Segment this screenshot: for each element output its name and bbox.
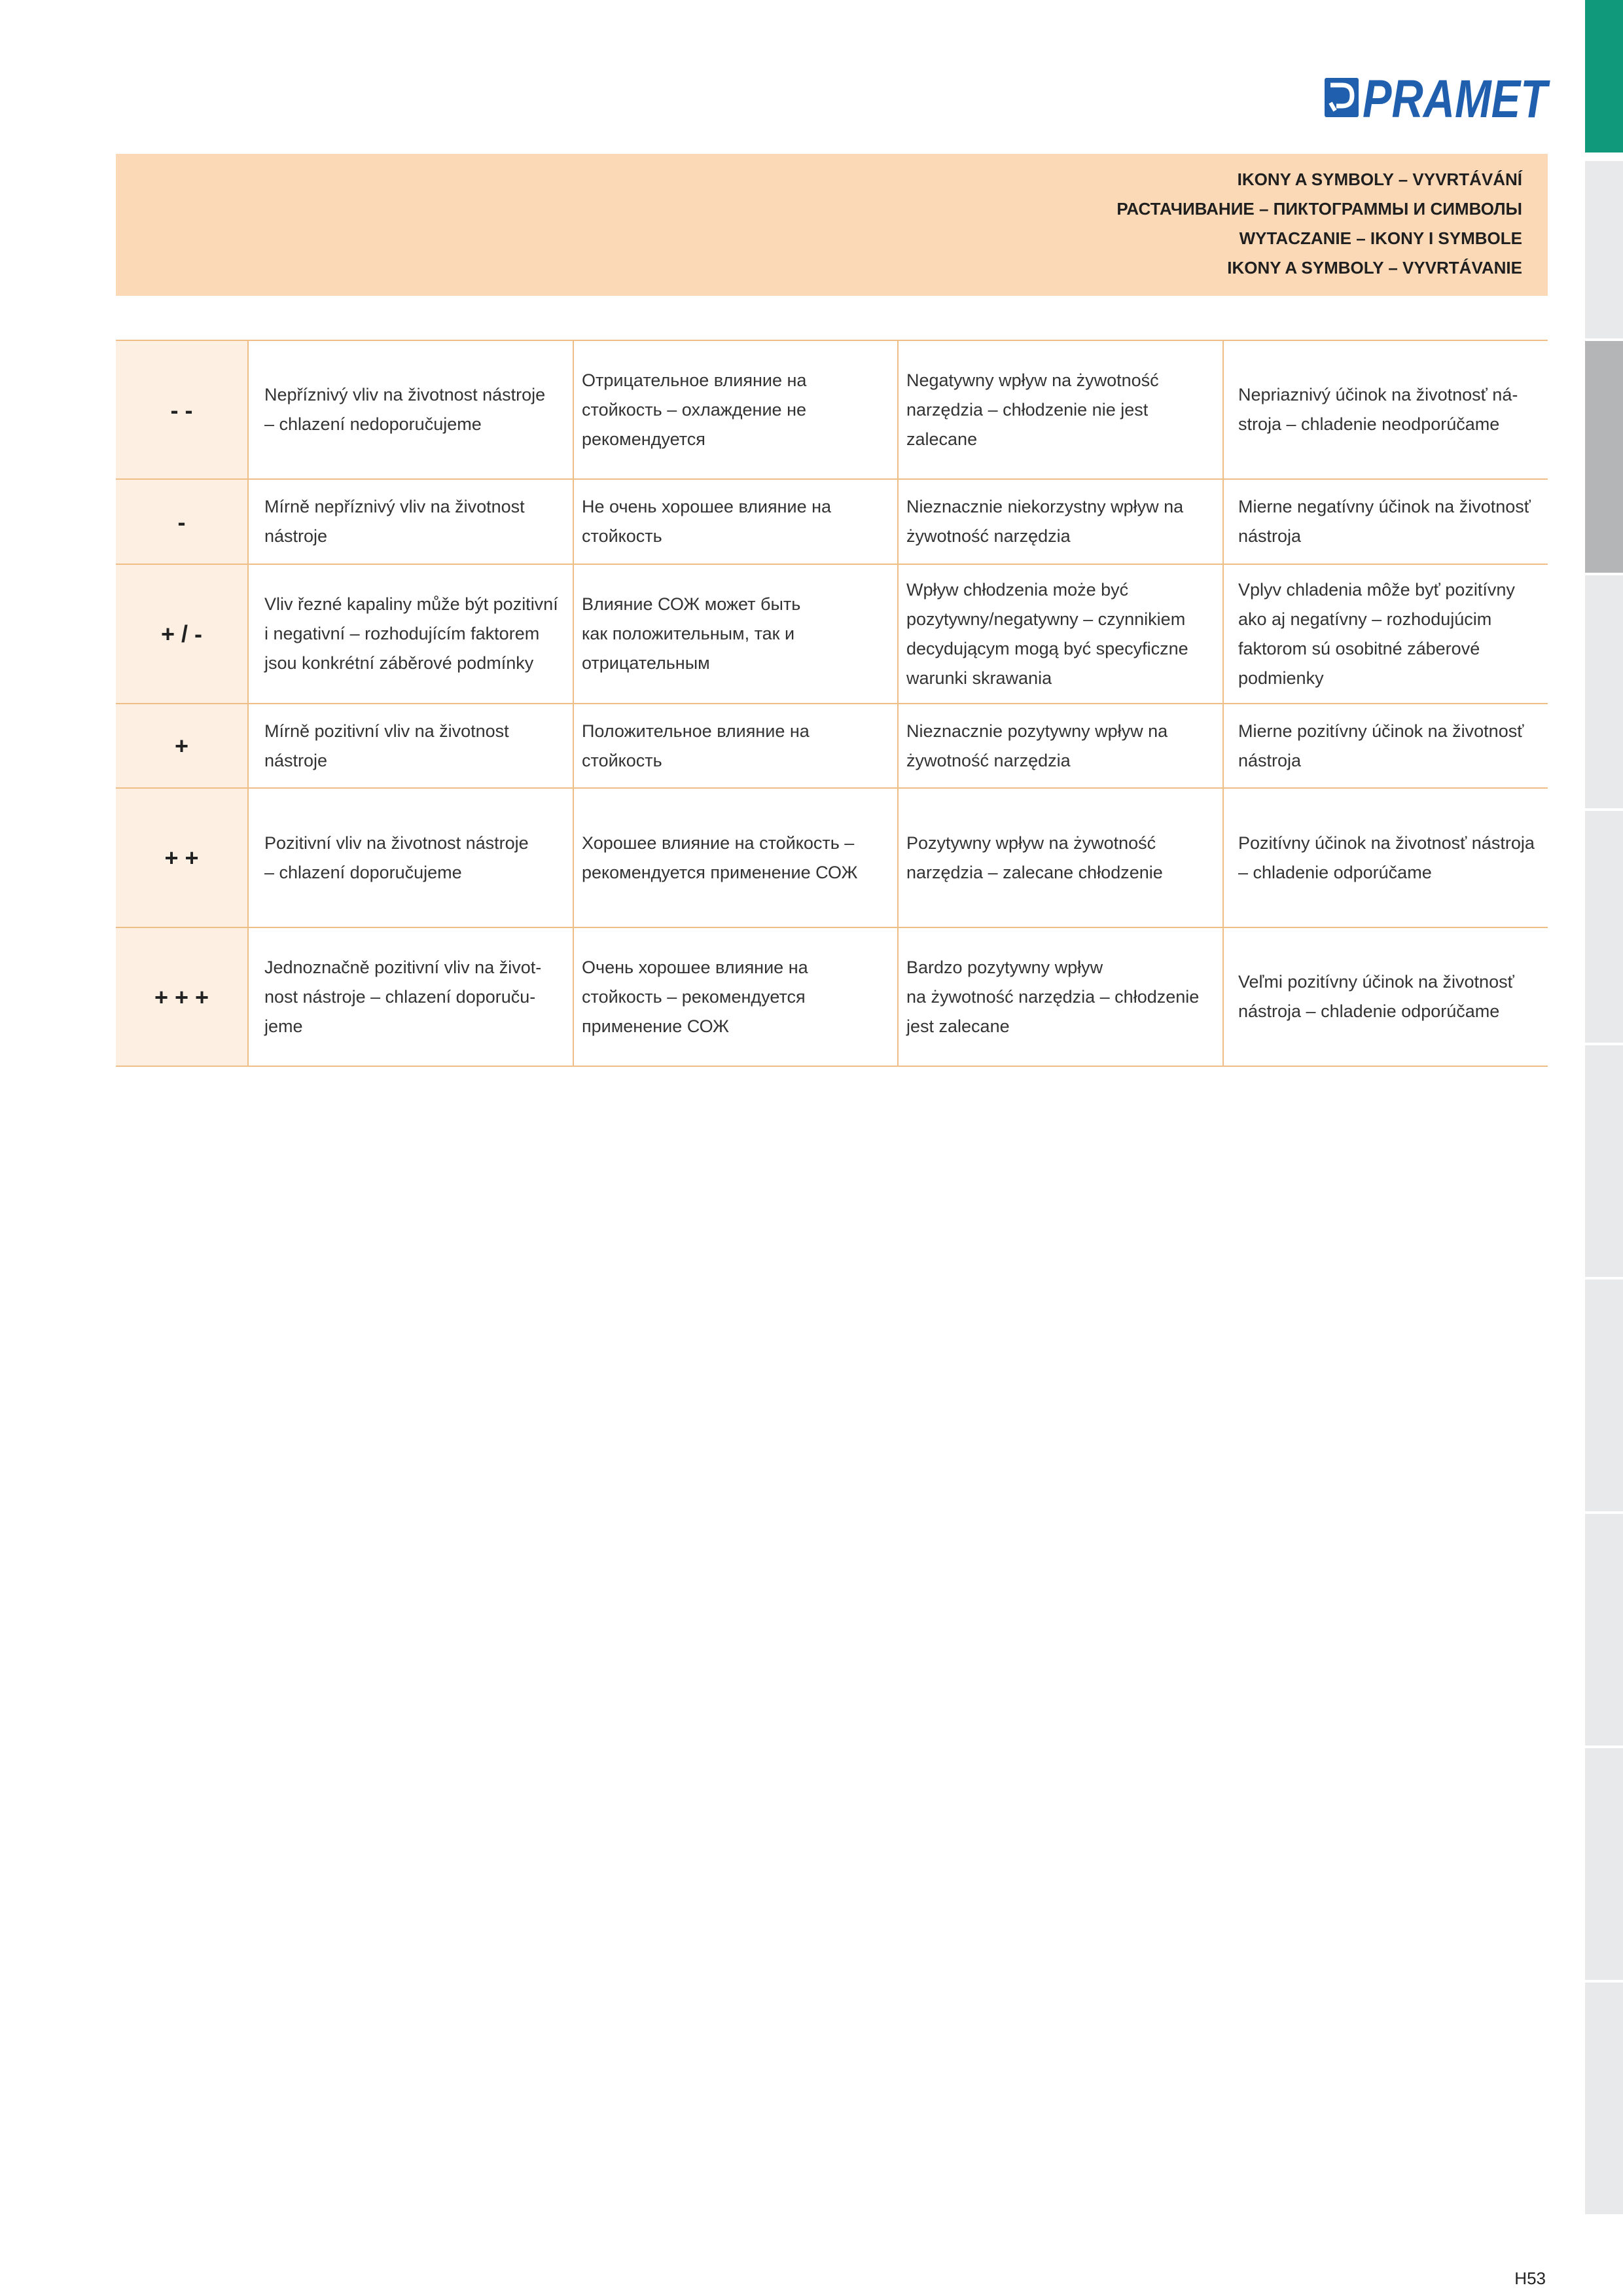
table-row — [116, 789, 1548, 928]
description-ru: Хорошее влияние на стойкость – рекомендуется применение СОЖ — [573, 789, 897, 927]
pramet-logo-text: PRAMET — [1363, 69, 1550, 129]
table-row — [116, 341, 1548, 480]
section-tab — [1585, 1748, 1623, 1980]
table-row — [116, 565, 1548, 704]
section-tab — [1585, 1982, 1623, 2214]
description-cs: Pozitivní vliv na životnost nástroje – chlazení doporučujeme — [247, 789, 573, 927]
symbol-cell: + + + — [116, 928, 247, 1066]
description-sk: Mierne negatívny účinok na životnosť nástroja — [1222, 480, 1548, 564]
symbol-cell: + — [116, 704, 247, 787]
description-ru: Отрицательное влияние на стойкость – охлаждение не рекомендуется — [573, 341, 897, 478]
table-row — [116, 704, 1548, 789]
description-ru: Очень хорошее влияние на стойкость – рекомендуется применение СОЖ — [573, 928, 897, 1066]
title-band — [116, 154, 1548, 296]
description-ru: Влияние СОЖ может быть как положительным, так и отрицательным — [573, 565, 897, 703]
description-sk: Mierne pozitívny účinok na životnosť nástroja — [1222, 704, 1548, 787]
pramet-logo-icon — [1325, 78, 1359, 117]
description-ru: Положительное влияние на стойкость — [573, 704, 897, 787]
table-row — [116, 928, 1548, 1067]
description-cs: Mírně nepříznivý vliv na životnost nástroje — [247, 480, 573, 564]
description-sk: Pozitívny účinok na životnosť nástroja – chladenie odporúčame — [1222, 789, 1548, 927]
symbol-cell: - - — [116, 341, 247, 478]
description-sk: Veľmi pozitívny účinok na životnosť nástroja – chladenie odporúčame — [1222, 928, 1548, 1066]
section-tab — [1585, 575, 1623, 808]
description-cs: Vliv řezné kapaliny může být pozitivní i negativní – rozhodujícím faktorem jsou konkrétní záběrové podmínky — [247, 565, 573, 703]
description-cs: Jednoznačně pozitivní vliv na život- nost nástroje – chlazení doporuču- jeme — [247, 928, 573, 1066]
section-tab-active — [1585, 341, 1623, 573]
page-number: H53 — [1514, 2269, 1546, 2288]
page-title-sk: IKONY A SYMBOLY – VYVRTÁVANIE — [1227, 258, 1522, 278]
description-pl: Bardzo pozytywny wpływ na żywotność narzędzia – chłodzenie jest zalecane — [897, 928, 1222, 1066]
symbol-cell: + + — [116, 789, 247, 927]
description-pl: Wpływ chłodzenia może być pozytywny/negatywny – czynnikiem decydującym mogą być specyficzne warunki skrawania — [897, 565, 1222, 703]
section-tab — [1585, 1280, 1623, 1511]
page-title-pl: WYTACZANIE – IKONY I SYMBOLE — [1239, 228, 1522, 248]
section-tab — [1585, 811, 1623, 1043]
section-tab — [1585, 161, 1623, 338]
description-cs: Mírně pozitivní vliv na životnost nástroje — [247, 704, 573, 787]
description-pl: Negatywny wpływ na żywotność narzędzia – chłodzenie nie jest zalecane — [897, 341, 1222, 478]
symbol-cell: - — [116, 480, 247, 564]
description-ru: Не очень хорошее влияние на стойкость — [573, 480, 897, 564]
description-sk: Nepriaznivý účinok na životnosť ná- stroja – chladenie neodporúčame — [1222, 341, 1548, 478]
description-sk: Vplyv chladenia môže byť pozitívny ako aj negatívny – rozhodujúcim faktorom sú osobitné záberové podmienky — [1222, 565, 1548, 703]
page-title-ru: РАСТАЧИВАНИЕ – ПИКТОГРАММЫ И СИМВОЛЫ — [1116, 199, 1522, 219]
table-row — [116, 480, 1548, 565]
section-tab-current-chapter — [1585, 0, 1623, 152]
section-tab — [1585, 1514, 1623, 1746]
page-title-cs: IKONY A SYMBOLY – VYVRTÁVÁNÍ — [1237, 170, 1522, 189]
pramet-logo — [1322, 69, 1550, 129]
symbol-cell: + / - — [116, 565, 247, 703]
description-cs: Nepříznivý vliv na životnost nástroje – chlazení nedoporučujeme — [247, 341, 573, 478]
symbols-table — [116, 340, 1548, 1067]
description-pl: Nieznacznie pozytywny wpływ na żywotność narzędzia — [897, 704, 1222, 787]
description-pl: Pozytywny wpływ na żywotność narzędzia – zalecane chłodzenie — [897, 789, 1222, 927]
section-tab — [1585, 1045, 1623, 1277]
description-pl: Nieznacznie niekorzystny wpływ na żywotność narzędzia — [897, 480, 1222, 564]
